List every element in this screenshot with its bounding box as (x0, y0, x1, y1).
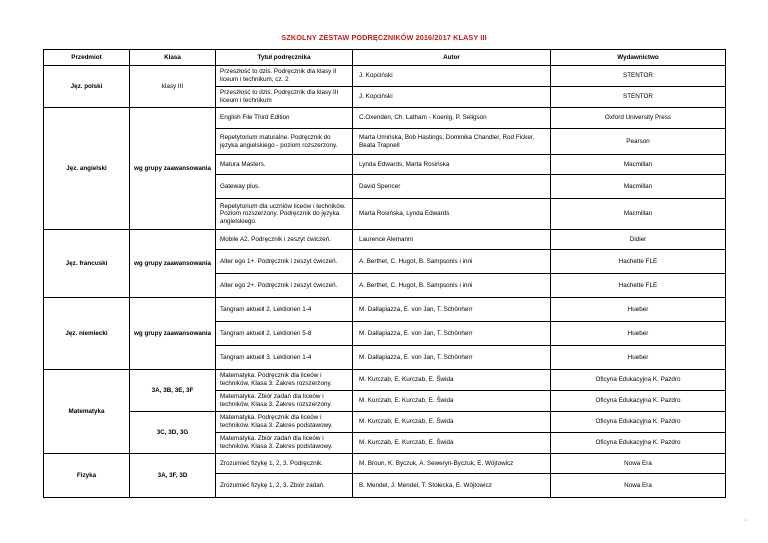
title-cell: Alter ego 1+. Podręcznik i zeszyt ćwiczeń. (216, 250, 353, 274)
author-cell: J. Kopciński (353, 87, 551, 108)
title-cell: Repetytorium maturalne. Podręcznik do języka angielskiego - poziom rozszerzony. (216, 129, 353, 155)
klasa-cell: 3C, 3D, 3G (130, 412, 216, 454)
header-przedmiot: Przedmiot (44, 50, 130, 66)
table-row (44, 66, 726, 87)
klasa-cell: wg grupy zaawansowania (130, 298, 216, 370)
author-cell: M. Dallapiazza, E. von Jan, T. Schönherr (353, 322, 551, 346)
subject-cell: Fizyka (44, 454, 130, 498)
publisher-cell: Oficyna Edukacyjna K. Pazdro (551, 391, 726, 412)
author-cell: M. Kurczab, E. Kurczab, E. Świda (353, 370, 551, 391)
title-cell: Matematyka. Zbiór zadań dla liceów i techników. Klasa 3. Zakres podstawowy. (216, 433, 353, 454)
table-row (44, 108, 726, 129)
title-cell: Zrozumieć fizykę 1, 2, 3. Zbiór zadań. (216, 474, 353, 498)
table-header-row (44, 50, 726, 66)
author-cell: M. Dallapiazza, E. von Jan, T. Schönherr (353, 346, 551, 370)
textbook-table (43, 49, 726, 498)
publisher-cell: Macmillan (551, 199, 726, 230)
header-autor: Autor (353, 50, 551, 66)
author-cell: M. Dallapiazza, E. von Jan, T. Schönherr (353, 298, 551, 322)
klasa-cell: 3A, 3F, 3D (130, 454, 216, 498)
author-cell: J. Kopciński (353, 66, 551, 87)
title-cell: Matematyka. Podręcznik dla liceów i techników. Klasa 3. Zakres rozszerzony. (216, 370, 353, 391)
title-cell: Przeszłość to dziś. Podręcznik dla klasy III liceum i technikum (216, 87, 353, 108)
subject-cell: Jęz. francuski (44, 230, 130, 298)
document-title: SZKOLNY ZESTAW PODRĘCZNIKÓW 2016/2017 KLASY III (281, 33, 487, 42)
publisher-cell: Oficyna Edukacyjna K. Pazdro (551, 412, 726, 433)
publisher-cell: Oficyna Edukacyjna K. Pazdro (551, 370, 726, 391)
author-cell: Marta Rosińska, Lynda Edwards (353, 199, 551, 230)
publisher-cell: Macmillan (551, 175, 726, 199)
author-cell: M. Kurczab, E. Kurczab, E. Świda (353, 433, 551, 454)
page-number: 1 (745, 518, 747, 522)
publisher-cell: Didier (551, 230, 726, 250)
title-cell: Tangram aktuell 2. Lektionen 1-4 (216, 298, 353, 322)
klasa-cell: 3A, 3B, 3E, 3F (130, 370, 216, 412)
header-klasa: Klasa (130, 50, 216, 66)
title-cell: Gateway plus. (216, 175, 353, 199)
publisher-cell: STENTOR (551, 66, 726, 87)
title-cell: English File Third Edition (216, 108, 353, 129)
publisher-cell: Nowa Era (551, 454, 726, 474)
title-cell: Alter ego 2+. Podręcznik i zeszyt ćwiczeń. (216, 274, 353, 298)
publisher-cell: Hachette FLE (551, 274, 726, 298)
title-cell: Zrozumieć fizykę 1, 2, 3. Podręcznik. (216, 454, 353, 474)
author-cell: A. Berthet, C. Hugot, B. Sampsonis i inni (353, 250, 551, 274)
title-cell: Tangram aktuell 2. Lektionen 5-8 (216, 322, 353, 346)
title-cell: Przeszłość to dziś. Podręcznik dla klasy II liceum i technikum, cz. 2 (216, 66, 353, 87)
table-row (44, 454, 726, 474)
klasa-cell: wg grupy zaawansowania (130, 230, 216, 298)
author-cell: Laurence Alemanni (353, 230, 551, 250)
publisher-cell: Hueber (551, 298, 726, 322)
author-cell: M. Broun, K. Byczuk, A. Seweryn-Byczuk, E. Wójtowicz (353, 454, 551, 474)
header-tytul: Tytuł podręcznika (216, 50, 353, 66)
publisher-cell: Oficyna Edukacyjna K. Pazdro (551, 433, 726, 454)
publisher-cell: Pearson (551, 129, 726, 155)
table-row (44, 370, 726, 391)
klasa-cell: klasy III (130, 66, 216, 108)
title-cell: Tangram aktuell 3. Lektionen 1-4 (216, 346, 353, 370)
author-cell: David Spencer (353, 175, 551, 199)
publisher-cell: Oxford University Press (551, 108, 726, 129)
author-cell: B. Mendel, J. Mendel, T. Stołecka, E. Wójtowicz (353, 474, 551, 498)
subject-cell: Jęz. niemiecki (44, 298, 130, 370)
klasa-cell: wg grupy zaawansowania (130, 108, 216, 230)
publisher-cell: Macmillan (551, 155, 726, 175)
title-cell: Repetytorium dla uczniów liceów i techników. Poziom rozszerzony. Podręcznik do języka angielskiego. (216, 199, 353, 230)
author-cell: C.Oxenden, Ch. Latham - Koenig, P. Seligson (353, 108, 551, 129)
subject-cell: Jęz. polski (44, 66, 130, 108)
table-row (44, 298, 726, 322)
header-wydawnictwo: Wydawnictwo (551, 50, 726, 66)
author-cell: M. Kurczab, E. Kurczab, E. Świda (353, 412, 551, 433)
title-cell: Mobile A2. Podręcznik i zeszyt ćwiczeń. (216, 230, 353, 250)
publisher-cell: Hueber (551, 322, 726, 346)
title-cell: Matematyka. Podręcznik dla liceów i techników. Klasa 3. Zakres podstawowy. (216, 412, 353, 433)
publisher-cell: Hueber (551, 346, 726, 370)
author-cell: A. Berthet, C. Hugot, B. Sampsonis i inni (353, 274, 551, 298)
author-cell: Marta Umińska, Bob Hastings, Dominika Chandler, Rod Ficker, Beata Trapnell (353, 129, 551, 155)
publisher-cell: Hachette FLE (551, 250, 726, 274)
title-cell: Matura Masters. (216, 155, 353, 175)
subject-cell: Matematyka (44, 370, 130, 454)
publisher-cell: STENTOR (551, 87, 726, 108)
table-row (44, 230, 726, 250)
table-row (44, 412, 726, 433)
author-cell: Lynda Edwards, Marta Rosińska (353, 155, 551, 175)
author-cell: M. Kurczab, E. Kurczab, E. Świda (353, 391, 551, 412)
publisher-cell: Nowa Era (551, 474, 726, 498)
title-cell: Matematyka. Zbiór zadań dla liceów i techników. Klasa 3. Zakres rozszerzony. (216, 391, 353, 412)
subject-cell: Jęz. angielski (44, 108, 130, 230)
